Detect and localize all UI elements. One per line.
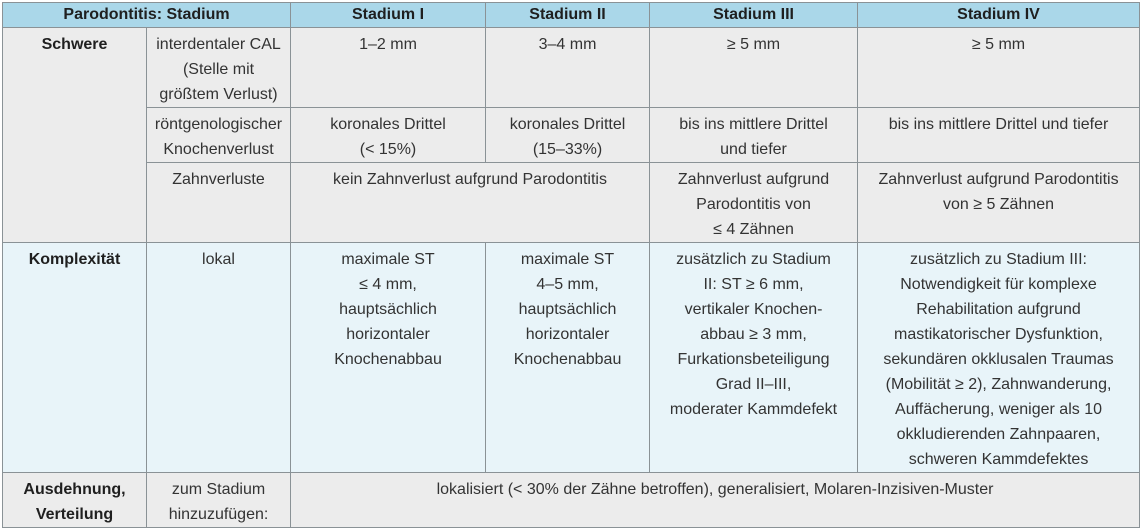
zahnverluste-stadium-1-2-text: kein Zahnverlust aufgrund Parodontitis: [333, 171, 607, 188]
header-stadium: Parodontitis: Stadium: [3, 3, 291, 28]
rowhead-schwere: [3, 28, 147, 243]
header-stadium-3: Stadium III: [650, 3, 858, 28]
roentgen-stadium-3: [650, 108, 858, 163]
cal-stadium-1-text: 1–2 mm: [359, 36, 417, 53]
roentgen-stadium-2-text: koronales Drittel (15–33%): [509, 116, 626, 158]
criterion-hinzuzufuegen-text: zum Stadium hinzuzufügen:: [168, 481, 269, 523]
row-komplexitaet: [3, 243, 1140, 473]
criterion-cal: [147, 28, 291, 108]
cal-stadium-4: [858, 28, 1140, 108]
komplexitaet-stadium-4: [858, 243, 1140, 473]
komplexitaet-stadium-3: [650, 243, 858, 473]
header-stadium-4: Stadium IV: [858, 3, 1140, 28]
roentgen-stadium-1: [291, 108, 486, 163]
criterion-roentgen: [147, 108, 291, 163]
komplexitaet-stadium-3-text: zusätzlich zu Stadium II: ST ≥ 6 mm, vertikaler Knochen- abbau ≥ 3 mm, Furkationsbeteiligung Grad II–III, moderater Kammdefekt: [669, 251, 838, 418]
komplexitaet-stadium-1-text: maximale ST ≤ 4 mm, hauptsächlich horizontaler Knochenabbau: [334, 251, 442, 368]
komplexitaet-stadium-1: [291, 243, 486, 473]
header-stadium-2: Stadium II: [486, 3, 650, 28]
cal-stadium-2-text: 3–4 mm: [538, 36, 597, 53]
criterion-lokal-text: lokal: [202, 251, 235, 268]
criterion-hinzuzufuegen: [147, 473, 291, 528]
row-schwere-roentgen: [3, 108, 1140, 163]
criterion-zahnverluste: [147, 163, 291, 243]
cal-stadium-3-text: ≥ 5 mm: [726, 36, 781, 53]
zahnverluste-stadium-4-text: Zahnverlust aufgrund Parodontitis von ≥ 5 Zähnen: [878, 171, 1119, 213]
periodontitis-staging-table-container: [2, 2, 1140, 528]
roentgen-stadium-3-text: bis ins mittlere Drittel und tiefer: [679, 116, 828, 158]
zahnverluste-stadium-1-2: [291, 163, 650, 243]
cal-stadium-3: [650, 28, 858, 108]
zahnverluste-stadium-3-text: Zahnverlust aufgrund Parodontitis von ≤ 4 Zähnen: [677, 171, 830, 238]
roentgen-stadium-1-text: koronales Drittel (< 15%): [330, 116, 446, 158]
criterion-roentgen-text: röntgenologischer Knochenverlust: [154, 116, 283, 158]
rowhead-ausdehnung: [3, 473, 147, 528]
zahnverluste-stadium-4: [858, 163, 1140, 243]
komplexitaet-stadium-2: [486, 243, 650, 473]
cal-stadium-2: [486, 28, 650, 108]
rowhead-komplexitaet: [3, 243, 147, 473]
roentgen-stadium-4-text: bis ins mittlere Drittel und tiefer: [888, 116, 1109, 133]
roentgen-stadium-2: [486, 108, 650, 163]
ausdehnung-value: [291, 473, 1140, 528]
header-row: [3, 3, 1140, 28]
rowhead-schwere-label: Schwere: [41, 36, 108, 53]
criterion-lokal: [147, 243, 291, 473]
header-stadium-1: Stadium I: [291, 3, 486, 28]
criterion-zahnverluste-text: Zahnverluste: [172, 171, 265, 188]
row-schwere-cal: [3, 28, 1140, 108]
ausdehnung-value-text: lokalisiert (< 30% der Zähne betroffen), generalisiert, Molaren-Inzisiven-Muster: [436, 481, 994, 498]
row-schwere-zahnverluste: [3, 163, 1140, 243]
cal-stadium-4-text: ≥ 5 mm: [971, 36, 1026, 53]
komplexitaet-stadium-2-text: maximale ST 4–5 mm, hauptsächlich horizontaler Knochenabbau: [513, 251, 622, 368]
criterion-cal-text: interdentaler CAL (Stelle mit größtem Verlust): [156, 36, 281, 103]
row-ausdehnung: [3, 473, 1140, 528]
rowhead-ausdehnung-label: Ausdehnung, Verteilung: [23, 481, 126, 523]
zahnverluste-stadium-3: [650, 163, 858, 243]
komplexitaet-stadium-4-text: zusätzlich zu Stadium III: Notwendigkeit für komplexe Rehabilitation aufgrund mastikatorischer Dysfunktion, sekundären okklusalen Traumas (Mobilität ≥ 2), Zahnwanderung, Auffächerung, weniger als 10 okkludierenden Zahnpaaren, schweren Kammdefektes: [883, 251, 1114, 468]
periodontitis-staging-table: [2, 2, 1140, 528]
cal-stadium-1: [291, 28, 486, 108]
roentgen-stadium-4: [858, 108, 1140, 163]
rowhead-komplexitaet-label: Komplexität: [28, 251, 121, 268]
